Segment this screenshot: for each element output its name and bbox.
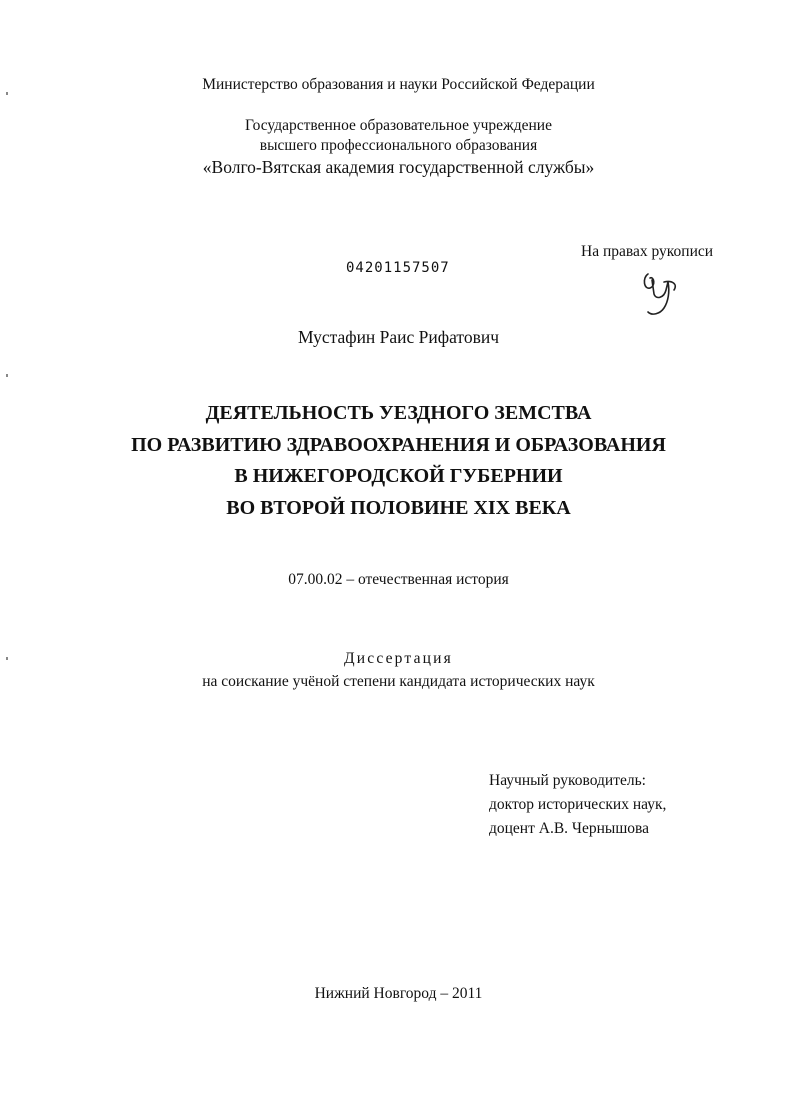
signature xyxy=(634,268,684,320)
institution-type-line: Государственное образовательное учреждение xyxy=(245,117,552,134)
title-line: В НИЖЕГОРОДСКОЙ ГУБЕРНИИ xyxy=(234,465,563,487)
registration-number: 04201157507 xyxy=(346,260,450,276)
specialty: 07.00.02 – отечественная история xyxy=(288,571,509,588)
author-name: Мустафин Раис Рифатович xyxy=(297,327,500,347)
ministry-line: Министерство образования и науки Российской Федерации xyxy=(202,76,595,93)
title-line: ДЕЯТЕЛЬНОСТЬ УЕЗДНОГО ЗЕМСТВА xyxy=(205,402,592,424)
supervisor-label: Научный руководитель: xyxy=(489,772,646,789)
supervisor-name: доцент А.В. Чернышова xyxy=(489,820,650,837)
title-line: ПО РАЗВИТИЮ ЗДРАВООХРАНЕНИЯ И ОБРАЗОВАНИЯ xyxy=(131,434,666,456)
work-type: Диссертация xyxy=(343,650,453,667)
institution-level-line: высшего профессионального образования xyxy=(259,137,538,154)
scan-mark xyxy=(6,374,8,377)
city-year: Нижний Новгород – 2011 xyxy=(314,985,483,1002)
institution-name: «Волго-Вятская академия государственной службы» xyxy=(202,157,595,177)
degree-line: на соискание учёной степени кандидата исторических наук xyxy=(202,673,595,690)
title-line: ВО ВТОРОЙ ПОЛОВИНЕ XIX ВЕКА xyxy=(226,497,571,519)
supervisor-degree: доктор исторических наук, xyxy=(489,796,667,813)
manuscript-note: На правах рукописи xyxy=(581,243,714,260)
